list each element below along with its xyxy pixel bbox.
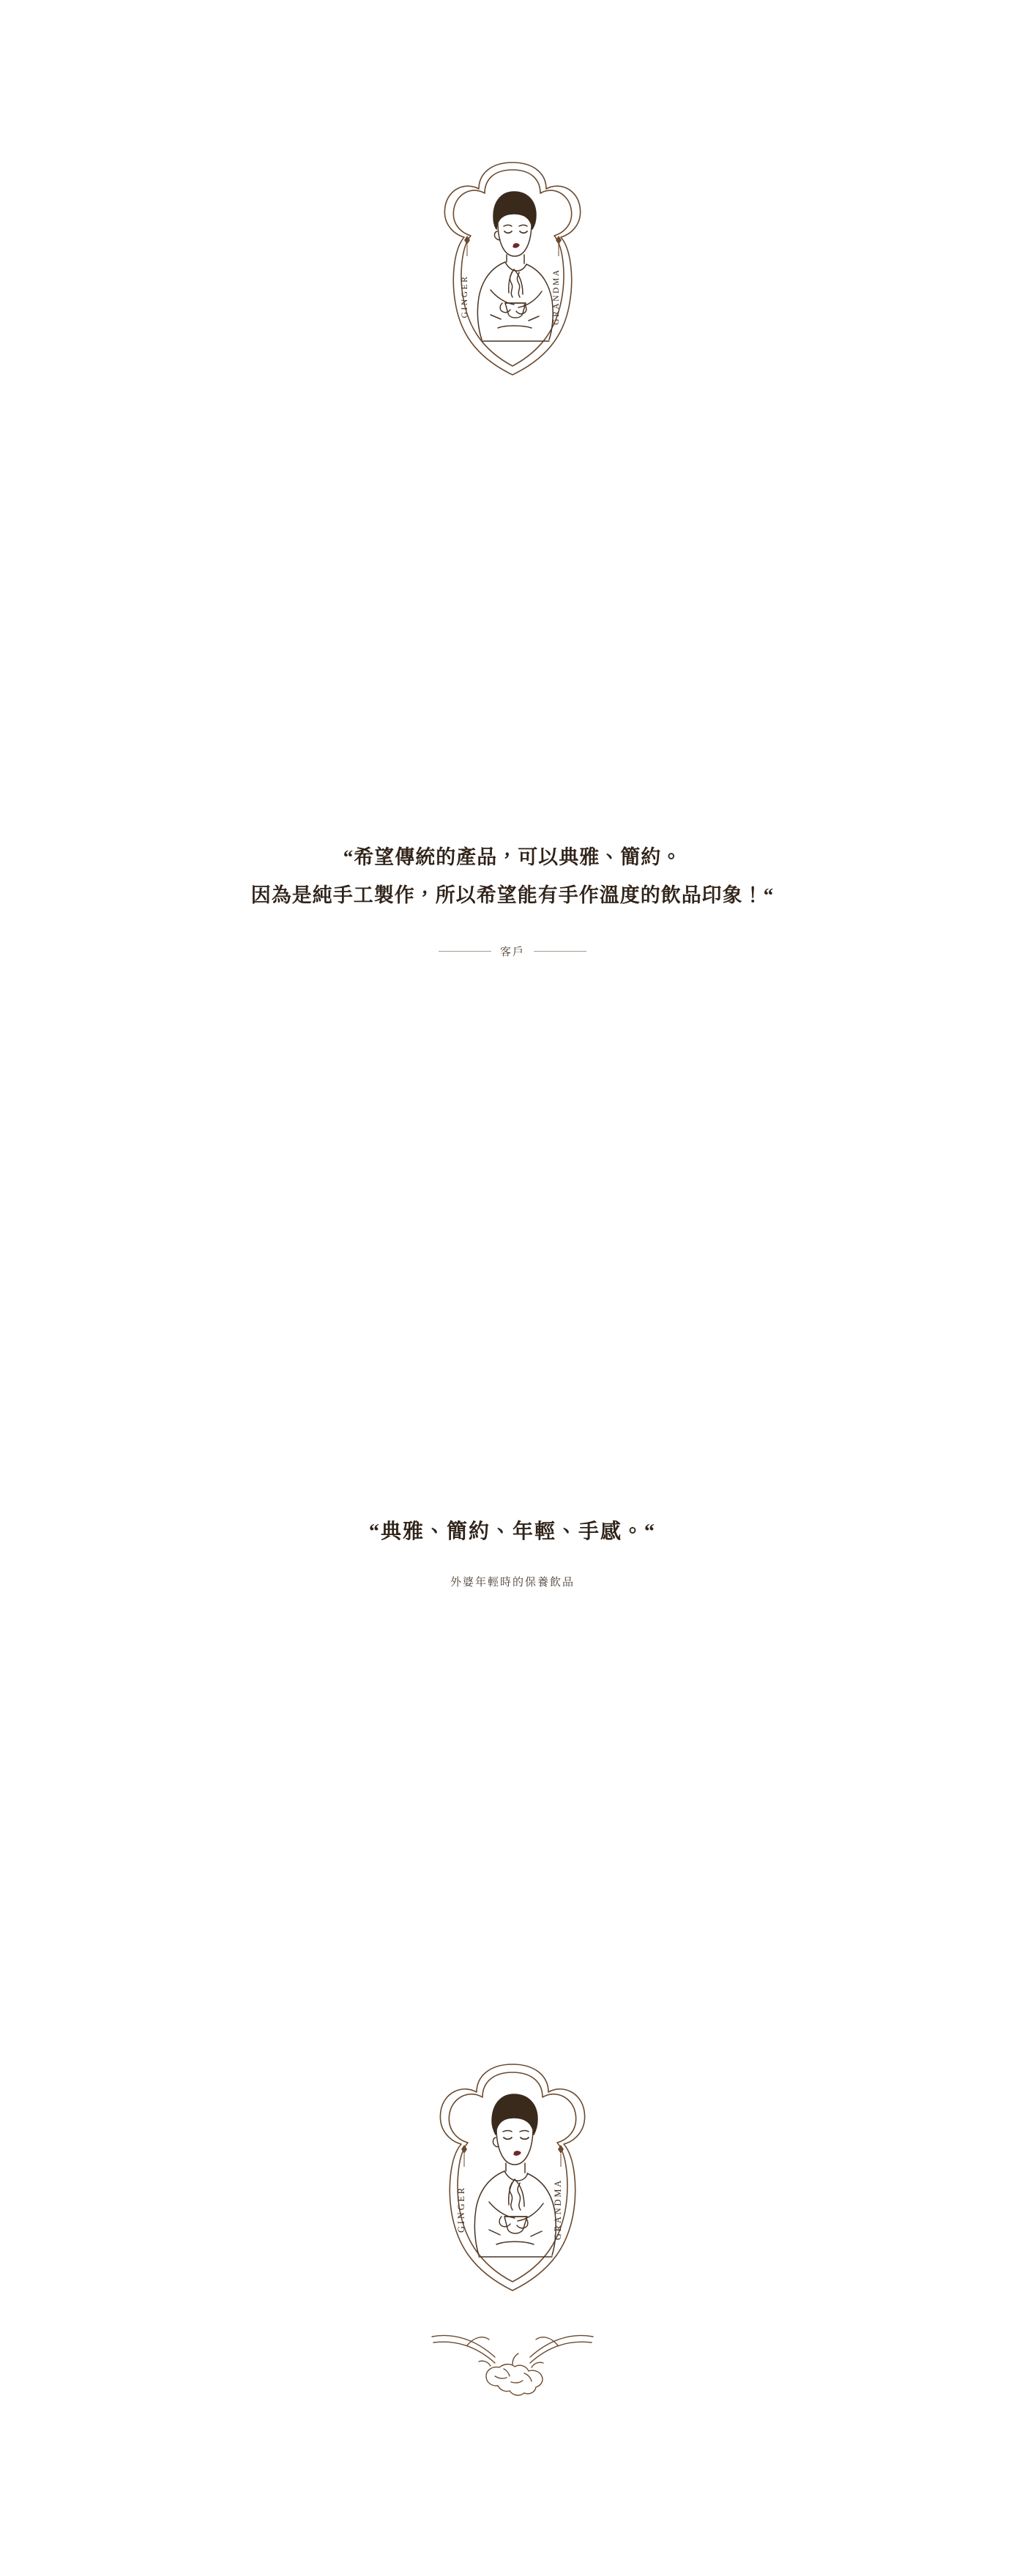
ginger-root-ornament-icon [432, 2335, 593, 2395]
ornament-diamond [461, 2145, 564, 2154]
client-quote-line-2: 因為是純手工製作，所以希望能有手作溫度的飲品印象！“ [250, 884, 775, 906]
brand-name-left [461, 275, 469, 318]
concept-headline: “典雅、簡約、年輕、手感。“ [368, 1520, 656, 1543]
svg-text:GINGER: GINGER [456, 2185, 466, 2233]
brand-logo-top [403, 146, 622, 439]
client-quote-line-1: “希望傳統的產品，可以典雅、簡約。 [343, 846, 682, 868]
brand-logo-bottom [388, 2050, 637, 2460]
attribution-rule-right [534, 951, 586, 952]
svg-text:GINGER: GINGER [461, 275, 469, 318]
brand-name-left [456, 2186, 466, 2233]
concept-subtitle: 外婆年輕時的保養飲品 [450, 1577, 575, 1588]
woman-drinking-tea-emblem-with-ginger-icon [388, 2050, 637, 2460]
woman-drinking-tea-emblem-icon [403, 146, 622, 439]
svg-text:GRANDMA: GRANDMA [553, 2178, 563, 2241]
svg-text:GRANDMA: GRANDMA [552, 268, 561, 325]
ornament-diamond [464, 236, 562, 244]
woman-illustration [474, 2094, 556, 2257]
woman-illustration [477, 192, 553, 341]
attribution-label: 客戶 [499, 947, 525, 958]
concept-section [0, 1515, 1025, 1589]
quote-attribution [0, 944, 1025, 959]
client-quote-section [0, 838, 1025, 959]
attribution-rule-left [439, 951, 491, 952]
